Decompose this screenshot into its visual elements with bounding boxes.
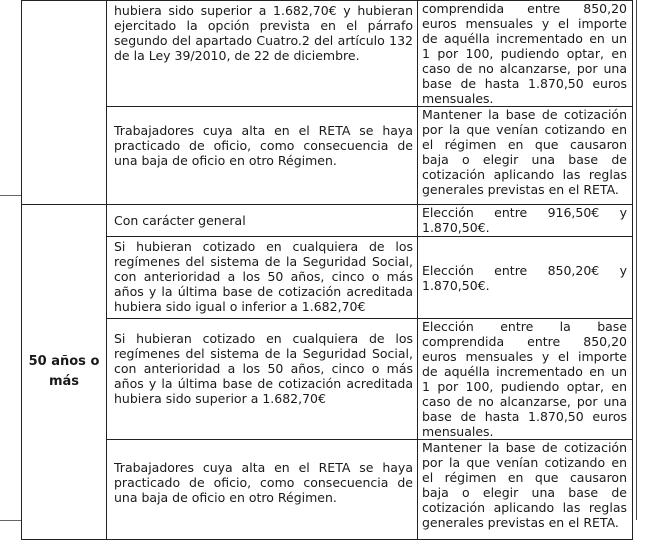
table-row	[22, 319, 633, 440]
option-text: Elección entre 850,20€ y 1.870,50€.	[422, 262, 627, 293]
condition-text: hubiera sido superior a 1.682,70€ y hubieran ejercitado la opción prevista en el párrafo segundo del apartado Cuatro.2 del artículo 132 de la Ley 39/2010, de 22 de diciembre.	[114, 3, 413, 63]
table-row	[22, 440, 633, 540]
condition-cell	[107, 1, 418, 107]
option-text: Elección entre la base comprendida entre 850,20 euros mensuales y el importe de aquélla incrementado en un 1 por 100, pudiendo optar, en caso de no alcanzarse, por una base de hasta 1.870,50 euros mensuales.	[422, 319, 627, 439]
option-cell	[418, 205, 633, 237]
margin-rule	[0, 520, 21, 521]
condition-text: Trabajadores cuya alta en el RETA se haya practicado de oficio, como consecuencia de una baja de oficio en otro Régimen.	[114, 123, 413, 168]
age-cell-empty	[22, 1, 107, 205]
condition-text: Con carácter general	[114, 213, 246, 228]
age-group-cell	[22, 205, 107, 540]
table-row	[22, 205, 633, 237]
option-text: Mantener la base de cotización por la que venían cotizando en el régimen en que causaron baja o elegir una base de cotización aplicando las reglas generales previstas en el RETA.	[422, 440, 627, 530]
margin-rule	[0, 195, 21, 196]
age-group-label: 50 años o más	[28, 354, 100, 389]
table-row	[22, 237, 633, 319]
table-row	[22, 1, 633, 107]
table-row	[22, 107, 633, 205]
option-text: Elección entre 916,50€ y 1.870,50€.	[422, 205, 627, 235]
cotizacion-table	[21, 0, 633, 540]
condition-text: Si hubieran cotizado en cualquiera de los regímenes del sistema de la Seguridad Social, con anterioridad a los 50 años, cinco o más años y la última base de cotización acreditada hubiera sido superior a 1.682,70€	[114, 331, 413, 406]
condition-cell	[107, 237, 418, 319]
option-cell	[418, 1, 633, 107]
condition-cell	[107, 107, 418, 205]
option-text: Mantener la base de cotización por la que venían cotizando en el régimen en que causaron baja o elegir una base de cotización aplicando las reglas generales previstas en el RETA.	[422, 107, 627, 197]
condition-text: Si hubieran cotizado en cualquiera de los regímenes del sistema de la Seguridad Social, con anterioridad a los 50 años, cinco o más años y la última base de cotización acreditada hubiera sido igual o inferior a 1.682,70€	[114, 239, 413, 314]
option-cell	[418, 319, 633, 440]
option-cell	[418, 107, 633, 205]
condition-cell	[107, 205, 418, 237]
option-cell	[418, 237, 633, 319]
condition-cell	[107, 440, 418, 540]
document-page	[21, 0, 638, 530]
condition-cell	[107, 319, 418, 440]
option-text: comprendida entre 850,20 euros mensuales y el importe de aquélla incrementado en un 1 por 100, pudiendo optar, en caso de no alcanzarse, por una base de hasta 1.870,50 euros mensuales.	[422, 1, 627, 106]
condition-text: Trabajadores cuya alta en el RETA se haya practicado de oficio, como consecuencia de una baja de oficio en otro Régimen.	[114, 460, 413, 505]
option-cell	[418, 440, 633, 540]
